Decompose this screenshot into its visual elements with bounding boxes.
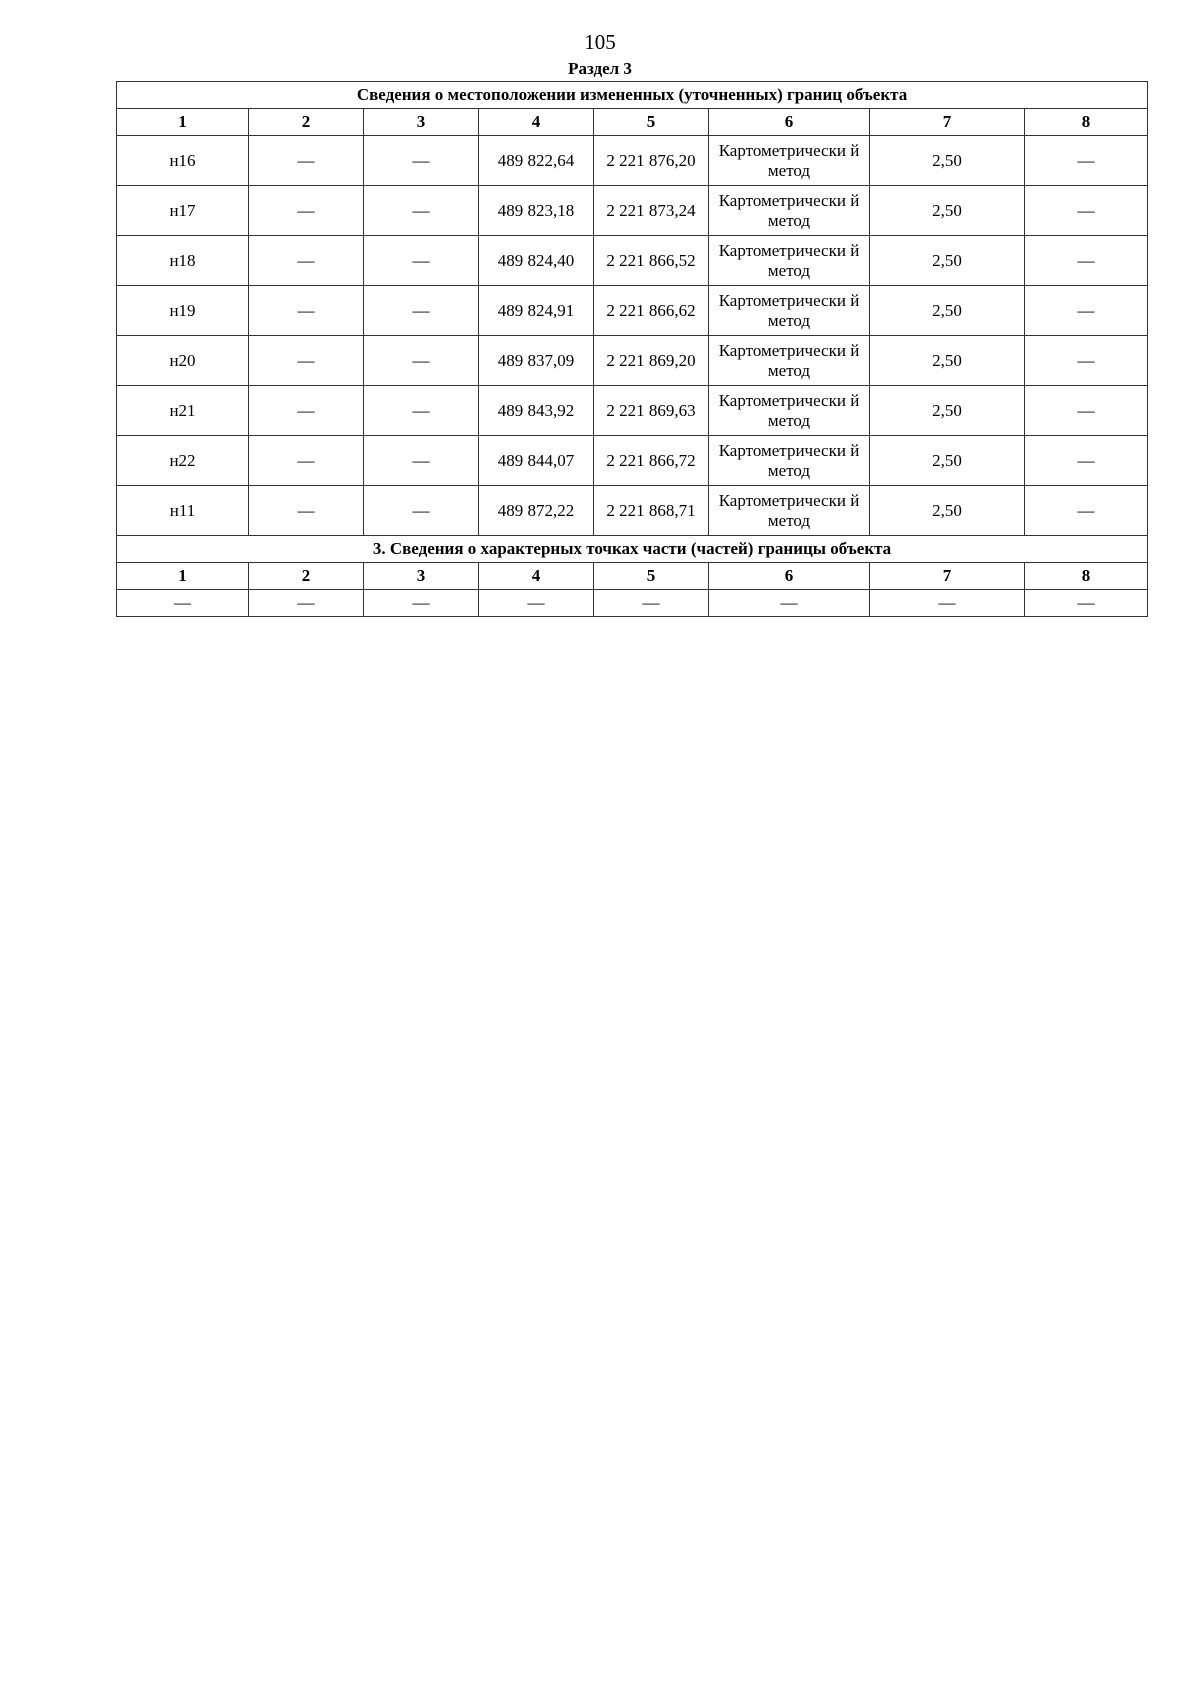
table-cell: 489 823,18 [479,186,594,236]
table-cell: 2 221 869,20 [594,336,709,386]
table-cell: — [364,486,479,536]
table-cell: Картометрически й метод [709,436,870,486]
table-cell: н11 [117,486,249,536]
table2-header-row [117,563,1148,590]
table-cell: Картометрически й метод [709,236,870,286]
table-cell: — [364,286,479,336]
table-cell: — [249,436,364,486]
table-cell: 2 221 868,71 [594,486,709,536]
column-header: 7 [870,109,1025,136]
table-cell: — [1025,286,1148,336]
table-cell: — [364,386,479,436]
column-header: 3 [364,109,479,136]
column-header: 5 [594,109,709,136]
column-header: 2 [249,563,364,590]
table-cell: — [249,186,364,236]
table-cell: — [1025,590,1148,617]
table-cell: — [249,486,364,536]
table2-title-row [117,536,1148,563]
table-cell: н16 [117,136,249,186]
table-cell: — [364,590,479,617]
column-header: 6 [709,109,870,136]
table-cell: 2 221 873,24 [594,186,709,236]
table-cell: — [1025,236,1148,286]
column-header: 4 [479,109,594,136]
table-cell: — [479,590,594,617]
table-row [117,286,1148,336]
table-cell: 489 837,09 [479,336,594,386]
table-cell: — [364,136,479,186]
column-header: 1 [117,563,249,590]
table-cell: 2 221 869,63 [594,386,709,436]
table-cell: 2,50 [870,436,1025,486]
table-row [117,136,1148,186]
table-cell: — [594,590,709,617]
table-cell: 2,50 [870,236,1025,286]
table-cell: — [1025,136,1148,186]
table-cell: — [249,590,364,617]
table-cell: Картометрически й метод [709,486,870,536]
table-cell: — [249,336,364,386]
table-cell: н21 [117,386,249,436]
table-cell: 489 824,91 [479,286,594,336]
table-cell: — [249,136,364,186]
table-cell: н19 [117,286,249,336]
table-cell: 2 221 876,20 [594,136,709,186]
table-cell: — [249,286,364,336]
table-cell: 2,50 [870,186,1025,236]
table-cell: — [249,386,364,436]
table-row [117,336,1148,386]
table-cell: 2,50 [870,486,1025,536]
table-cell: 2,50 [870,286,1025,336]
table-cell: — [1025,186,1148,236]
page-number: 105 [584,30,616,54]
table-row [117,590,1148,617]
table1-title: Сведения о местоположении измененных (уточненных) границ объекта [117,82,1148,109]
table-cell: — [1025,436,1148,486]
boundary-table [116,81,1148,617]
table-cell: — [364,236,479,286]
table1-header-row [117,109,1148,136]
table-cell: — [364,436,479,486]
table-cell: 2 221 866,62 [594,286,709,336]
column-header: 1 [117,109,249,136]
column-header: 8 [1025,563,1148,590]
table-cell: Картометрически й метод [709,386,870,436]
table-cell: Картометрически й метод [709,186,870,236]
column-header: 4 [479,563,594,590]
table-cell: — [1025,486,1148,536]
table-cell: 489 872,22 [479,486,594,536]
column-header: 6 [709,563,870,590]
table-cell: — [249,236,364,286]
table-row [117,486,1148,536]
table-cell: — [364,186,479,236]
table-cell: Картометрически й метод [709,286,870,336]
table-row [117,236,1148,286]
table-cell: 2 221 866,72 [594,436,709,486]
table-cell: 2,50 [870,136,1025,186]
table-cell: н22 [117,436,249,486]
table-cell: — [870,590,1025,617]
table-row [117,436,1148,486]
table-row [117,386,1148,436]
table-row [117,186,1148,236]
table-cell: н20 [117,336,249,386]
table-cell: 2,50 [870,336,1025,386]
table-cell: 489 843,92 [479,386,594,436]
table-cell: — [709,590,870,617]
section-title: Раздел 3 [568,59,632,78]
table-cell: Картометрически й метод [709,336,870,386]
table-cell: — [117,590,249,617]
table-cell: н18 [117,236,249,286]
table-cell: — [1025,336,1148,386]
table-cell: 2 221 866,52 [594,236,709,286]
table-cell: 489 824,40 [479,236,594,286]
table-cell: 2,50 [870,386,1025,436]
column-header: 2 [249,109,364,136]
table1-title-row [117,82,1148,109]
column-header: 8 [1025,109,1148,136]
table-cell: — [364,336,479,386]
table2-title: 3. Сведения о характерных точках части (частей) границы объекта [117,536,1148,563]
column-header: 3 [364,563,479,590]
column-header: 5 [594,563,709,590]
table-cell: н17 [117,186,249,236]
table-cell: — [1025,386,1148,436]
table-cell: 489 844,07 [479,436,594,486]
column-header: 7 [870,563,1025,590]
table-cell: 489 822,64 [479,136,594,186]
table-cell: Картометрически й метод [709,136,870,186]
